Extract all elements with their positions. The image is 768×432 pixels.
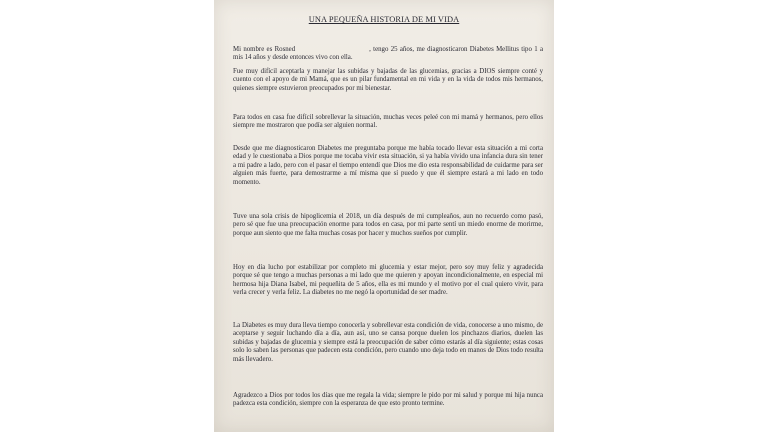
intro-rest: , tengo 25 años, me diagnosticaron Diabetes Mellitus tipo 1 a mis 14 años y desde entonces vivo con ella. (233, 46, 543, 62)
intro-lead: Mi nombre es Rosned (233, 46, 296, 53)
paragraph-acceptance: Fue muy difícil aceptarla y manejar las subidas y bajadas de las glucemias, gracias a DIOS siempre conté y cuento con el apoyo de mi Mamá, que es un pilar fundamental en mi vida y en la vida de todos mis hermanos, quienes siempre estuvieron preocupados por mi bienestar. (233, 68, 543, 92)
paragraph-hypoglycemia: Tuve una sola crisis de hipoglicemia el 2018, un día después de mi cumpleaños, aun no recuerdo como pasó, pero sé que fue una preocupación enorme para todos en casa, por mi parte sentí un miedo enorme de morirme, porque aun siento que me falta muchas cosas por hacer y muchos sueños por cumplir. (233, 213, 543, 237)
paper-sheet (214, 0, 554, 432)
intro-paragraph (233, 46, 543, 63)
paragraph-family: Para todos en casa fue difícil sobrellevar la situación, muchas veces peleé con mi mamá y hermanos, pero ellos siempre me mostraron que podía ser alguien normal. (233, 114, 543, 130)
paragraph-daughter: Hoy en día lucho por estabilizar por completo mi glucemia y estar mejor, pero soy muy feliz y agradecida porque sé que tengo a muchas personas a mi lado que me quieren y apoyan incondicionalmente, en especial mi hermosa hija Diana Isabel, mi pequeñita de 5 años, ella es mi mundo y el motivo por el cual quiero vivir, para verla crecer y verla feliz. La diabetes no me negó la oportunidad de ser madre. (233, 264, 543, 297)
paragraph-gratitude: Agradezco a Dios por todos los días que me regala la vida; siempre le pido por mi salud y porque mi hija nunca padezca esta condición, siempre con la esperanza de que esto pronto termine. (233, 392, 543, 408)
paragraph-living-with-diabetes: La Diabetes es muy dura lleva tiempo conocerla y sobrellevar esta condición de vida, conocerse a uno mismo, de aceptarse y seguir luchando día a día, aun así, uno se cansa porque duelen los pinchazos diarios, duelen las subidas y bajadas de glucemia y siempre está la preocupación de saber cómo estarás al día siguiente; estas cosas solo lo saben las personas que padecen esta condición, pero cuando uno deja todo en manos de Dios todo resulta más llevadero. (233, 322, 543, 363)
paragraph-diagnosis: Desde que me diagnosticaron Diabetes me preguntaba porque me había tocado llevar esta situación a mi corta edad y le cuestionaba a Dios porque me tocaba vivir esta situación, si ya había vivido una infancia dura sin tener a mi padre a lado, pero con el pasar el tiempo entendí que Dios me dio esta responsabilidad de cuidarme para ser alguien más fuerte, para demostrarme a mí misma que sí puedo y que él siempre estará a mi lado en todo momento. (233, 145, 543, 186)
page-title: UNA PEQUEÑA HISTORIA DE MI VIDA (308, 15, 460, 24)
